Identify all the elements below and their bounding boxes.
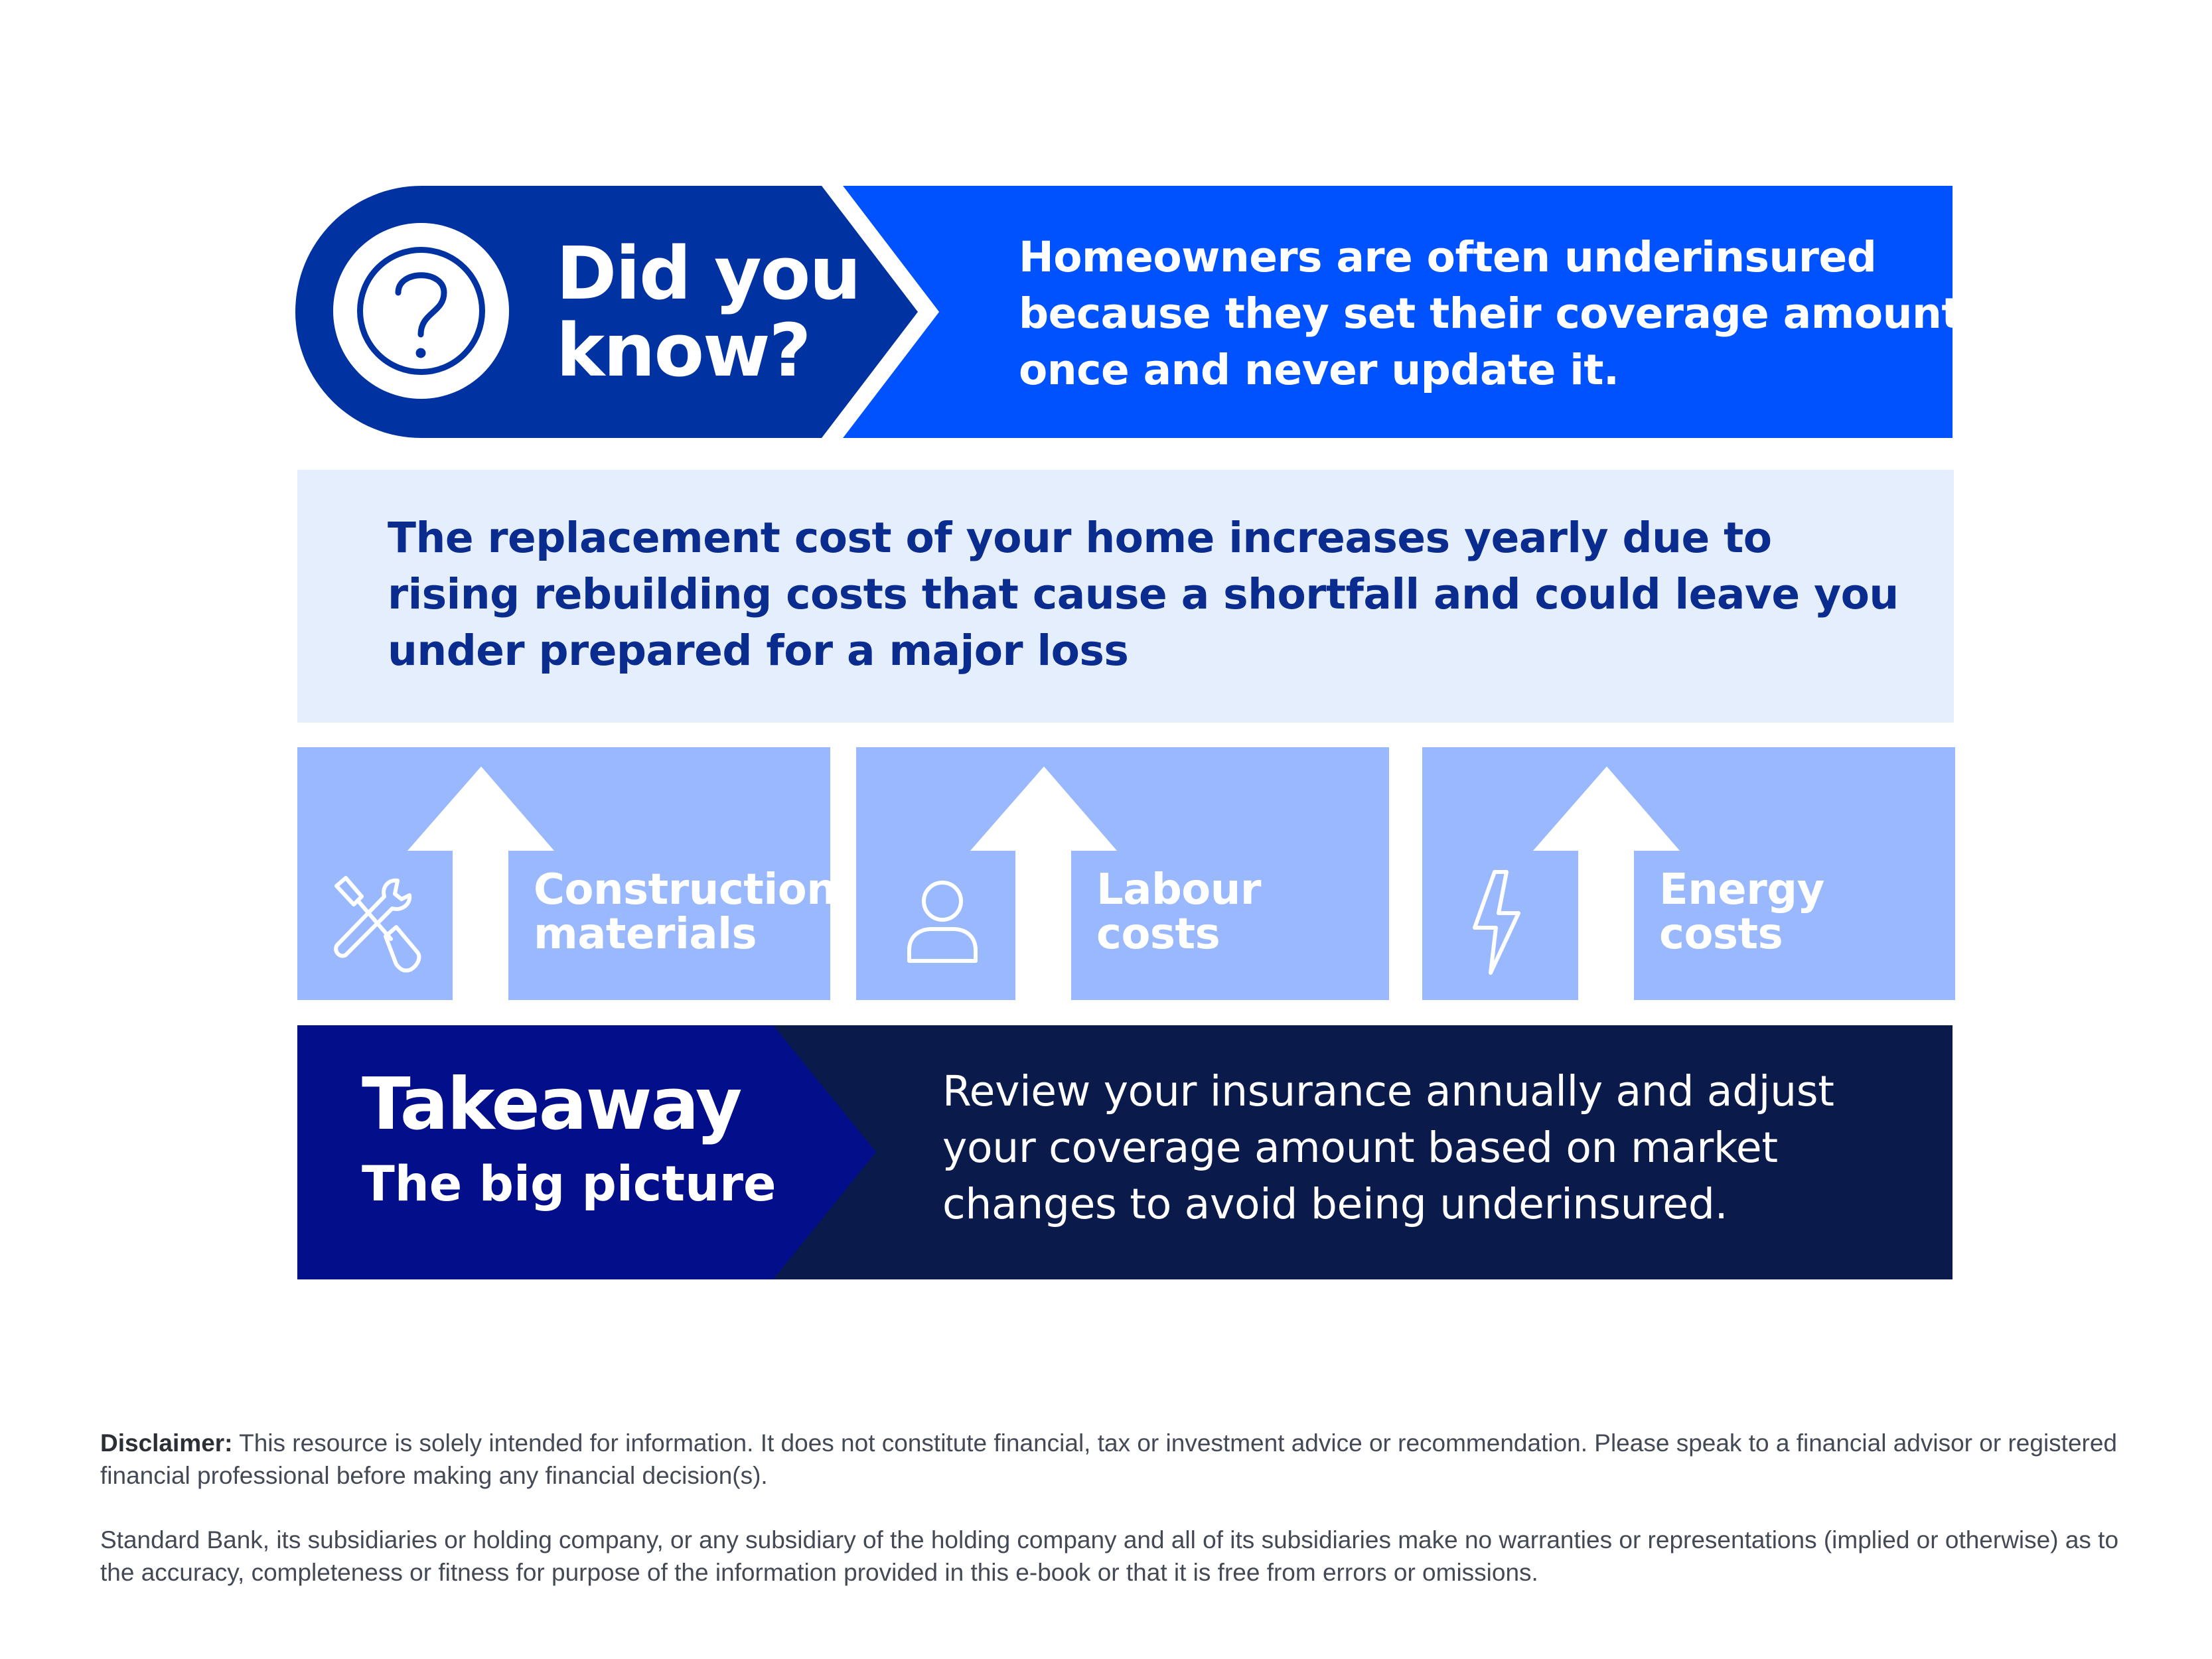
cost-label-line2: costs: [1659, 910, 1783, 959]
takeaway-subtitle: The big picture: [362, 1156, 776, 1212]
tools-icon: [327, 873, 427, 979]
cost-label-energy: [1659, 865, 1824, 959]
disclaimer-text: This resource is solely intended for information. It does not constitute financial, tax or investment advice or recommendation. Please speak to a financial advisor or registered financial professional before making any financial decision(s).: [100, 1429, 2117, 1489]
cost-label-line2: materials: [534, 910, 757, 959]
cost-label-line1: Labour: [1096, 865, 1261, 914]
warranty-paragraph: Standard Bank, its subsidiaries or holding company, or any subsidiary of the holding company and all of its subsidiaries make no warranties or representations (implied or otherwise) as to the accuracy, completeness or fitness for purpose of the information provided in this e-book or that it is free from errors or omissions.: [100, 1526, 2119, 1586]
lightning-bolt-icon: [1467, 868, 1526, 977]
cost-label-construction: [534, 865, 837, 959]
did-you-know-title-line2: know?: [556, 308, 810, 393]
disclaimer: [100, 1427, 2124, 1621]
up-arrow-icon: [970, 766, 1117, 1000]
up-arrow-icon: [1533, 766, 1680, 1000]
cost-label-line1: Energy: [1659, 865, 1824, 914]
up-arrow-icon: [407, 766, 554, 1000]
cost-label-line2: costs: [1096, 910, 1220, 959]
did-you-know-text: Homeowners are often underinsured because they set their coverage amount once and never update it.: [1019, 233, 1961, 394]
replacement-cost-text: The replacement cost of your home increases yearly due to rising rebuilding costs that cause a shortfall and could leave you under prepared for a major loss: [388, 514, 1899, 675]
disclaimer-label: Disclaimer:: [100, 1429, 233, 1457]
takeaway-text: Review your insurance annually and adjust your coverage amount based on market changes to avoid being underinsured.: [942, 1067, 1834, 1228]
disclaimer-paragraph: [100, 1427, 2124, 1492]
did-you-know-title-line1: Did you: [556, 231, 860, 316]
cost-label-line1: Construction: [534, 865, 837, 914]
takeaway-title: Takeaway: [362, 1063, 741, 1146]
person-icon: [903, 876, 982, 969]
cost-label-labour: [1096, 865, 1261, 959]
